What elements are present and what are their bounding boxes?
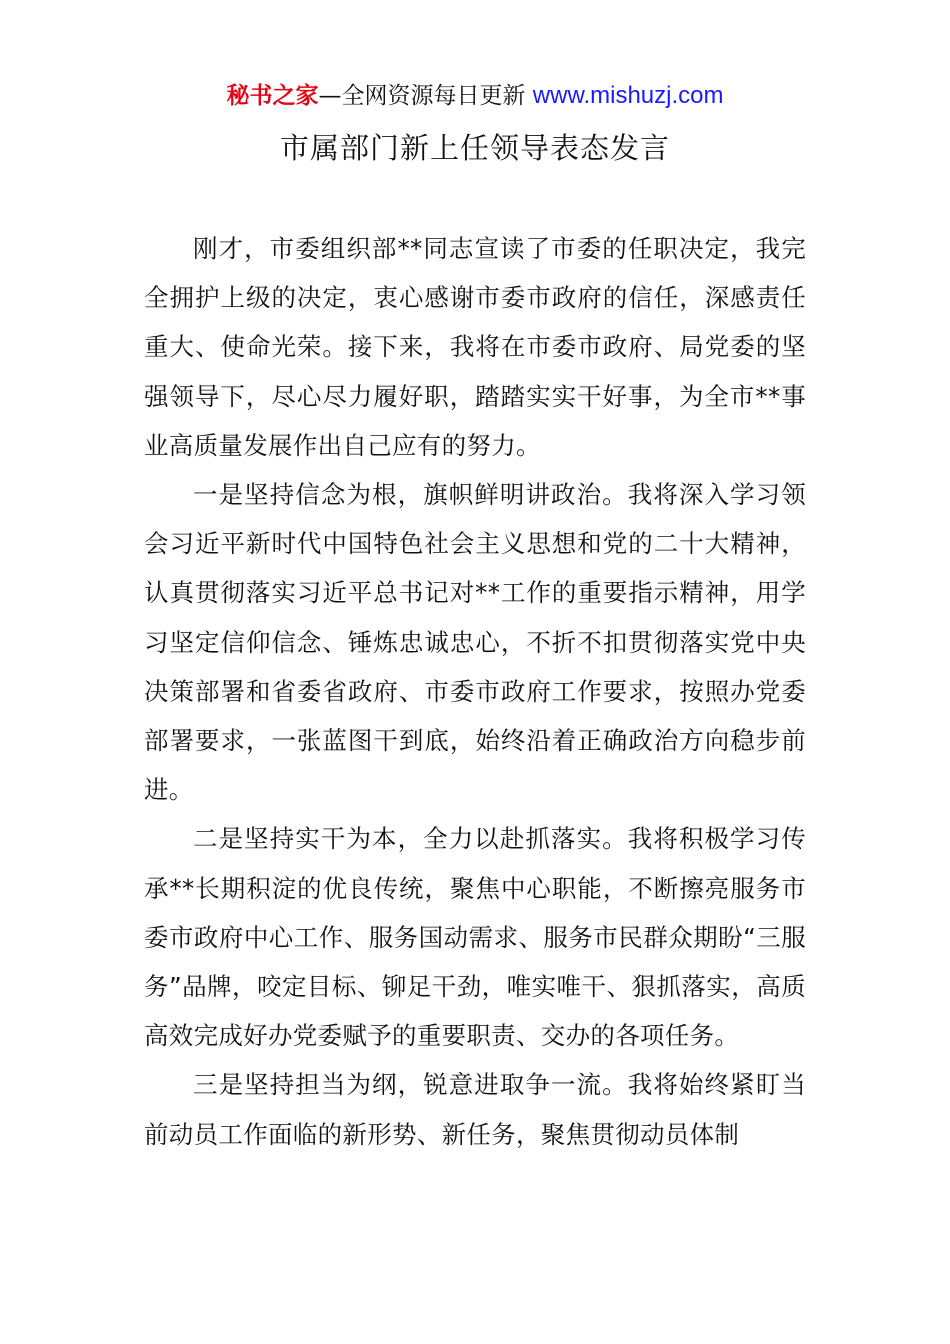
document-body xyxy=(144,224,806,1159)
document-title: 市属部门新上任领导表态发言 xyxy=(279,131,670,165)
paragraph-intro: 刚才，市委组织部**同志宣读了市委的任职决定，我完全拥护上级的决定，衷心感谢市委市政府的信任，深感责任重大、使命光荣。接下来，我将在市委市政府、局党委的坚强领导下，尽心尽力履好职，踏踏实实干好事，为全市**事业高质量发展作出自己应有的努力。 xyxy=(144,234,806,460)
header-tagline: —全网资源每日更新 xyxy=(318,83,533,109)
site-url-link[interactable]: www.mishuzj.com xyxy=(532,82,724,109)
paragraph-point-three: 三是坚持担当为纲，锐意进取争一流。我将始终紧盯当前动员工作面临的新形势、新任务，聚焦贯彻动员体制 xyxy=(144,1070,806,1149)
paragraph-point-one: 一是坚持信念为根，旗帜鲜明讲政治。我将深入学习领会习近平新时代中国特色社会主义思想和党的二十大精神，认真贯彻落实习近平总书记对**工作的重要指示精神，用学习坚定信仰信念、锤炼忠诚忠心，不折不扣贯彻落实党中央决策部署和省委省政府、市委市政府工作要求，按照办党委部署要求，一张蓝图干到底，始终沿着正确政治方向稳步前进。 xyxy=(144,480,806,805)
paragraph-point-two: 二是坚持实干为本，全力以赴抓落实。我将积极学习传承**长期积淀的优良传统，聚焦中心职能，不断擦亮服务市委市政府中心工作、服务国动需求、服务市民群众期盼“三服务”品牌，咬定目标、铆足干劲，唯实唯干、狠抓落实，高质高效完成好办党委赋予的重要职责、交办的各项任务。 xyxy=(144,824,806,1051)
brand-name: 秘书之家 xyxy=(226,83,319,109)
site-header xyxy=(0,80,950,112)
